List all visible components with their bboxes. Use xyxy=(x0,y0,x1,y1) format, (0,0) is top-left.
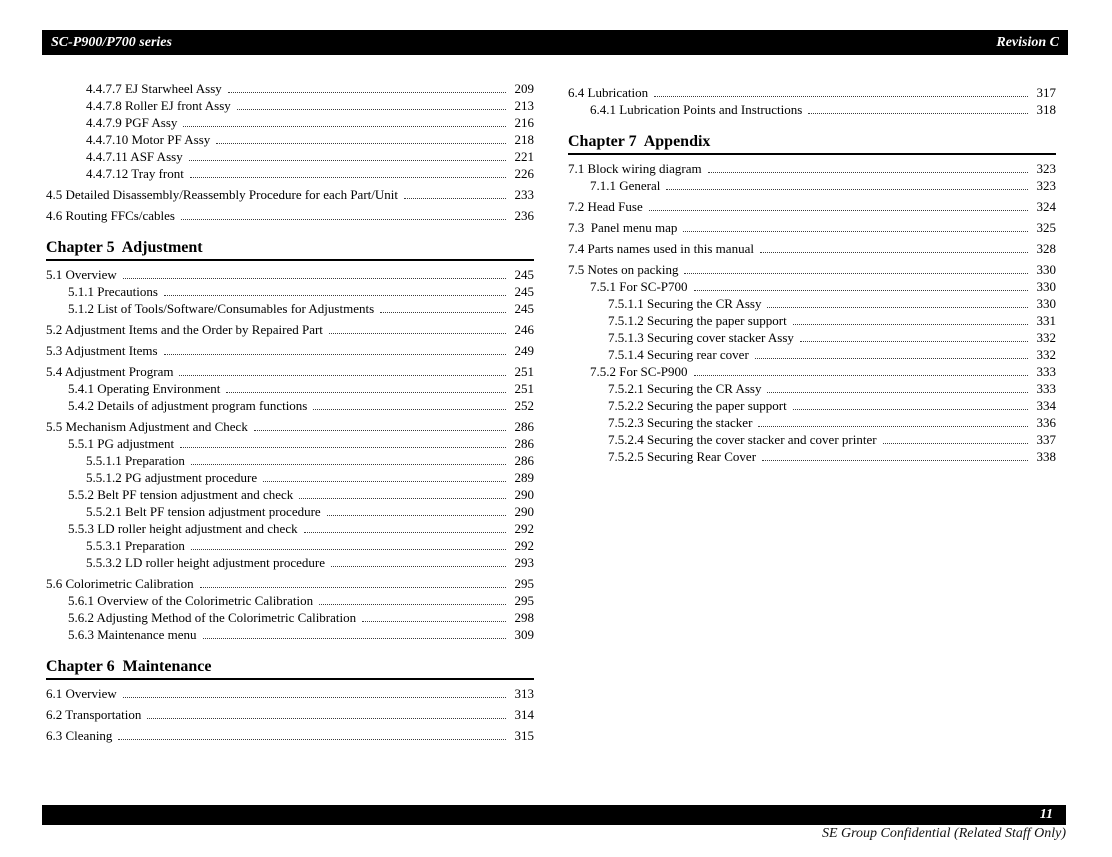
toc-entry xyxy=(46,418,534,435)
toc-entry xyxy=(568,363,1056,380)
header-revision-label: Revision C xyxy=(996,34,1059,50)
toc-entry xyxy=(46,435,534,452)
chapter-heading: Chapter 6 Maintenance xyxy=(46,657,534,680)
dot-leader xyxy=(649,210,1028,211)
toc-page-number: 246 xyxy=(514,322,534,337)
toc-page-number: 314 xyxy=(514,707,534,722)
header-series-title: SC-P900/P700 series xyxy=(51,34,172,50)
dot-leader xyxy=(694,290,1028,291)
dot-leader xyxy=(694,375,1028,376)
dot-leader xyxy=(164,295,506,296)
dot-leader xyxy=(327,515,506,516)
toc-entry xyxy=(46,537,534,554)
toc-entry xyxy=(46,626,534,643)
toc-page-number: 323 xyxy=(1036,161,1056,176)
toc-entry-title: 5.5.1.1 Preparation xyxy=(86,453,185,468)
toc-entry-title: 5.5.1 PG adjustment xyxy=(68,436,175,451)
dot-leader xyxy=(216,143,506,144)
toc-entry-title: 5.4.2 Details of adjustment program functions xyxy=(68,398,308,413)
toc-entry-title: 5.5.3 LD roller height adjustment and check xyxy=(68,521,298,536)
toc-entry-title: 5.4 Adjustment Program xyxy=(46,364,174,379)
toc-entry-title: 4.4.7.7 EJ Starwheel Assy xyxy=(86,81,222,96)
toc-entry xyxy=(46,609,534,626)
toc-entry-title: 5.5.3.2 LD roller height adjustment procedure xyxy=(86,555,325,570)
toc-entry xyxy=(46,80,534,97)
dot-leader xyxy=(254,430,506,431)
toc-page-number: 323 xyxy=(1036,178,1056,193)
dot-leader xyxy=(758,426,1028,427)
dot-leader xyxy=(179,375,506,376)
dot-leader xyxy=(793,409,1028,410)
toc-entry xyxy=(46,727,534,744)
toc-entry xyxy=(568,219,1056,236)
toc-entry-title: 5.5.2 Belt PF tension adjustment and check xyxy=(68,487,294,502)
toc-entry xyxy=(46,486,534,503)
toc-entry-title: 4.4.7.8 Roller EJ front Assy xyxy=(86,98,231,113)
toc-entry-title: 5.3 Adjustment Items xyxy=(46,343,158,358)
dot-leader xyxy=(228,92,506,93)
dot-leader xyxy=(123,278,506,279)
toc-page-number: 233 xyxy=(514,187,534,202)
toc-page-number: 252 xyxy=(514,398,534,413)
dot-leader xyxy=(191,549,506,550)
dot-leader xyxy=(767,392,1028,393)
toc-entry-title: 6.4.1 Lubrication Points and Instructions xyxy=(590,102,803,117)
dot-leader xyxy=(147,718,506,719)
toc-entry xyxy=(568,329,1056,346)
dot-leader xyxy=(190,177,506,178)
dot-leader xyxy=(760,252,1028,253)
dot-leader xyxy=(683,231,1028,232)
dot-leader xyxy=(329,333,506,334)
toc-columns xyxy=(46,80,1056,744)
toc-page-number: 290 xyxy=(514,504,534,519)
toc-entry-title: 5.6.2 Adjusting Method of the Colorimetric Calibration xyxy=(68,610,357,625)
dot-leader xyxy=(200,587,506,588)
toc-column-right xyxy=(568,80,1056,744)
dot-leader xyxy=(181,219,506,220)
toc-entry-title: 5.6.1 Overview of the Colorimetric Calibration xyxy=(68,593,314,608)
toc-entry xyxy=(568,346,1056,363)
toc-column-left xyxy=(46,80,534,744)
toc-entry-title: 7.5.2.3 Securing the stacker xyxy=(608,415,753,430)
toc-entry xyxy=(46,554,534,571)
toc-entry-title: 5.1 Overview xyxy=(46,267,117,282)
dot-leader xyxy=(808,113,1028,114)
toc-entry xyxy=(46,363,534,380)
toc-entry xyxy=(568,448,1056,465)
toc-entry xyxy=(46,114,534,131)
toc-page-number: 251 xyxy=(514,381,534,396)
toc-entry xyxy=(568,380,1056,397)
dot-leader xyxy=(666,189,1028,190)
dot-leader xyxy=(263,481,506,482)
dot-leader xyxy=(380,312,506,313)
toc-page-number: 318 xyxy=(1036,102,1056,117)
toc-entry xyxy=(568,295,1056,312)
dot-leader xyxy=(183,126,506,127)
toc-page-number: 295 xyxy=(514,576,534,591)
toc-entry-title: 5.5 Mechanism Adjustment and Check xyxy=(46,419,248,434)
dot-leader xyxy=(189,160,506,161)
toc-page-number: 289 xyxy=(514,470,534,485)
toc-entry-title: 7.5.2 For SC-P900 xyxy=(590,364,688,379)
toc-entry-title: 5.4.1 Operating Environment xyxy=(68,381,221,396)
dot-leader xyxy=(164,354,506,355)
toc-entry xyxy=(46,266,534,283)
toc-entry-title: 7.5.2.1 Securing the CR Assy xyxy=(608,381,762,396)
toc-page-number: 249 xyxy=(514,343,534,358)
toc-entry-title: 5.6.3 Maintenance menu xyxy=(68,627,197,642)
toc-page-number: 331 xyxy=(1036,313,1056,328)
toc-page-number: 338 xyxy=(1036,449,1056,464)
toc-entry xyxy=(46,469,534,486)
dot-leader xyxy=(180,447,506,448)
toc-entry-title: 6.1 Overview xyxy=(46,686,117,701)
toc-entry xyxy=(46,685,534,702)
toc-entry-title: 7.5.1 For SC-P700 xyxy=(590,279,688,294)
toc-entry xyxy=(568,177,1056,194)
toc-entry-title: 7.4 Parts names used in this manual xyxy=(568,241,754,256)
toc-page-number: 292 xyxy=(514,521,534,536)
toc-entry-title: 7.1 Block wiring diagram xyxy=(568,161,702,176)
toc-entry xyxy=(46,97,534,114)
dot-leader xyxy=(319,604,506,605)
toc-page-number: 313 xyxy=(514,686,534,701)
toc-entry xyxy=(568,312,1056,329)
dot-leader xyxy=(755,358,1028,359)
toc-entry xyxy=(46,186,534,203)
toc-entry xyxy=(568,431,1056,448)
toc-entry-title: 7.1.1 General xyxy=(590,178,661,193)
dot-leader xyxy=(313,409,506,410)
toc-entry xyxy=(46,452,534,469)
toc-entry-title: 4.4.7.9 PGF Assy xyxy=(86,115,178,130)
toc-page-number: 330 xyxy=(1036,262,1056,277)
page-number: 11 xyxy=(1039,807,1053,822)
dot-leader xyxy=(203,638,506,639)
toc-entry xyxy=(568,397,1056,414)
toc-entry xyxy=(46,321,534,338)
dot-leader xyxy=(191,464,506,465)
toc-entry xyxy=(46,148,534,165)
toc-page-number: 325 xyxy=(1036,220,1056,235)
toc-entry xyxy=(46,503,534,520)
toc-entry-title: 7.3 Panel menu map xyxy=(568,220,678,235)
dot-leader xyxy=(362,621,506,622)
toc-page-number: 251 xyxy=(514,364,534,379)
toc-entry-title: 7.5.1.1 Securing the CR Assy xyxy=(608,296,762,311)
toc-entry xyxy=(46,380,534,397)
toc-page-number: 317 xyxy=(1036,85,1056,100)
toc-entry-title: 7.5.2.4 Securing the cover stacker and cover printer xyxy=(608,432,877,447)
toc-page-number: 209 xyxy=(514,81,534,96)
toc-page-number: 295 xyxy=(514,593,534,608)
footer-bar xyxy=(42,805,1066,825)
toc-entry-title: 5.5.1.2 PG adjustment procedure xyxy=(86,470,258,485)
toc-entry-title: 5.1.1 Precautions xyxy=(68,284,158,299)
toc-page-number: 245 xyxy=(514,301,534,316)
dot-leader xyxy=(226,392,506,393)
dot-leader xyxy=(883,443,1028,444)
toc-page-number: 245 xyxy=(514,284,534,299)
dot-leader xyxy=(654,96,1028,97)
toc-entry-title: 6.3 Cleaning xyxy=(46,728,113,743)
toc-page-number: 216 xyxy=(514,115,534,130)
toc-page-number: 332 xyxy=(1036,330,1056,345)
dot-leader xyxy=(404,198,506,199)
toc-entry-title: 4.6 Routing FFCs/cables xyxy=(46,208,175,223)
toc-page-number: 330 xyxy=(1036,279,1056,294)
toc-page-number: 226 xyxy=(514,166,534,181)
toc-page-number: 218 xyxy=(514,132,534,147)
toc-entry xyxy=(568,278,1056,295)
toc-entry-title: 7.2 Head Fuse xyxy=(568,199,643,214)
toc-entry xyxy=(46,165,534,182)
toc-page-number: 315 xyxy=(514,728,534,743)
toc-entry xyxy=(46,342,534,359)
toc-page-number: 334 xyxy=(1036,398,1056,413)
toc-page-number: 236 xyxy=(514,208,534,223)
toc-entry xyxy=(568,84,1056,101)
toc-page-number: 286 xyxy=(514,436,534,451)
toc-entry xyxy=(568,160,1056,177)
dot-leader xyxy=(118,739,506,740)
toc-entry xyxy=(46,131,534,148)
dot-leader xyxy=(793,324,1028,325)
toc-entry xyxy=(46,520,534,537)
toc-entry-title: 5.2 Adjustment Items and the Order by Repaired Part xyxy=(46,322,323,337)
confidential-notice: SE Group Confidential (Related Staff Only) xyxy=(821,826,1066,841)
toc-page-number: 333 xyxy=(1036,364,1056,379)
dot-leader xyxy=(237,109,506,110)
toc-page-number: 213 xyxy=(514,98,534,113)
toc-page-number: 293 xyxy=(514,555,534,570)
toc-page-number: 292 xyxy=(514,538,534,553)
toc-entry xyxy=(568,240,1056,257)
toc-page-number: 286 xyxy=(514,453,534,468)
toc-entry xyxy=(46,592,534,609)
toc-entry-title: 6.2 Transportation xyxy=(46,707,142,722)
toc-entry-title: 5.5.3.1 Preparation xyxy=(86,538,185,553)
toc-entry xyxy=(568,261,1056,278)
toc-page-number: 324 xyxy=(1036,199,1056,214)
chapter-heading: Chapter 5 Adjustment xyxy=(46,238,534,261)
toc-entry xyxy=(46,397,534,414)
toc-page-number: 290 xyxy=(514,487,534,502)
toc-entry-title: 5.6 Colorimetric Calibration xyxy=(46,576,194,591)
toc-page-number: 298 xyxy=(514,610,534,625)
dot-leader xyxy=(762,460,1028,461)
toc-entry-title: 7.5.1.2 Securing the paper support xyxy=(608,313,787,328)
toc-entry xyxy=(46,300,534,317)
toc-entry-title: 7.5.2.5 Securing Rear Cover xyxy=(608,449,757,464)
toc-page-number: 332 xyxy=(1036,347,1056,362)
toc-page-number: 286 xyxy=(514,419,534,434)
toc-page-number: 330 xyxy=(1036,296,1056,311)
toc-entry-title: 5.5.2.1 Belt PF tension adjustment procedure xyxy=(86,504,321,519)
toc-entry xyxy=(46,706,534,723)
toc-entry xyxy=(46,283,534,300)
toc-entry xyxy=(568,414,1056,431)
toc-entry xyxy=(46,207,534,224)
toc-page-number: 221 xyxy=(514,149,534,164)
toc-entry-title: 7.5 Notes on packing xyxy=(568,262,679,277)
dot-leader xyxy=(708,172,1028,173)
toc-entry xyxy=(568,198,1056,215)
toc-entry xyxy=(568,101,1056,118)
toc-entry-title: 7.5.2.2 Securing the paper support xyxy=(608,398,787,413)
dot-leader xyxy=(299,498,506,499)
dot-leader xyxy=(304,532,506,533)
toc-entry-title: 4.5 Detailed Disassembly/Reassembly Procedure for each Part/Unit xyxy=(46,187,398,202)
toc-entry-title: 6.4 Lubrication xyxy=(568,85,649,100)
dot-leader xyxy=(684,273,1028,274)
header-bar xyxy=(42,30,1068,55)
toc-entry-title: 4.4.7.11 ASF Assy xyxy=(86,149,183,164)
toc-entry-title: 7.5.1.3 Securing cover stacker Assy xyxy=(608,330,794,345)
toc-page-number: 309 xyxy=(514,627,534,642)
toc-page-number: 336 xyxy=(1036,415,1056,430)
chapter-heading: Chapter 7 Appendix xyxy=(568,132,1056,155)
dot-leader xyxy=(767,307,1028,308)
toc-page-number: 333 xyxy=(1036,381,1056,396)
toc-page-number: 245 xyxy=(514,267,534,282)
toc-entry xyxy=(46,575,534,592)
dot-leader xyxy=(123,697,506,698)
dot-leader xyxy=(331,566,506,567)
toc-entry-title: 5.1.2 List of Tools/Software/Consumables for Adjustments xyxy=(68,301,375,316)
toc-entry-title: 4.4.7.10 Motor PF Assy xyxy=(86,132,211,147)
toc-entry-title: 4.4.7.12 Tray front xyxy=(86,166,184,181)
dot-leader xyxy=(800,341,1028,342)
toc-entry-title: 7.5.1.4 Securing rear cover xyxy=(608,347,749,362)
toc-page-number: 328 xyxy=(1036,241,1056,256)
toc-page-number: 337 xyxy=(1036,432,1056,447)
